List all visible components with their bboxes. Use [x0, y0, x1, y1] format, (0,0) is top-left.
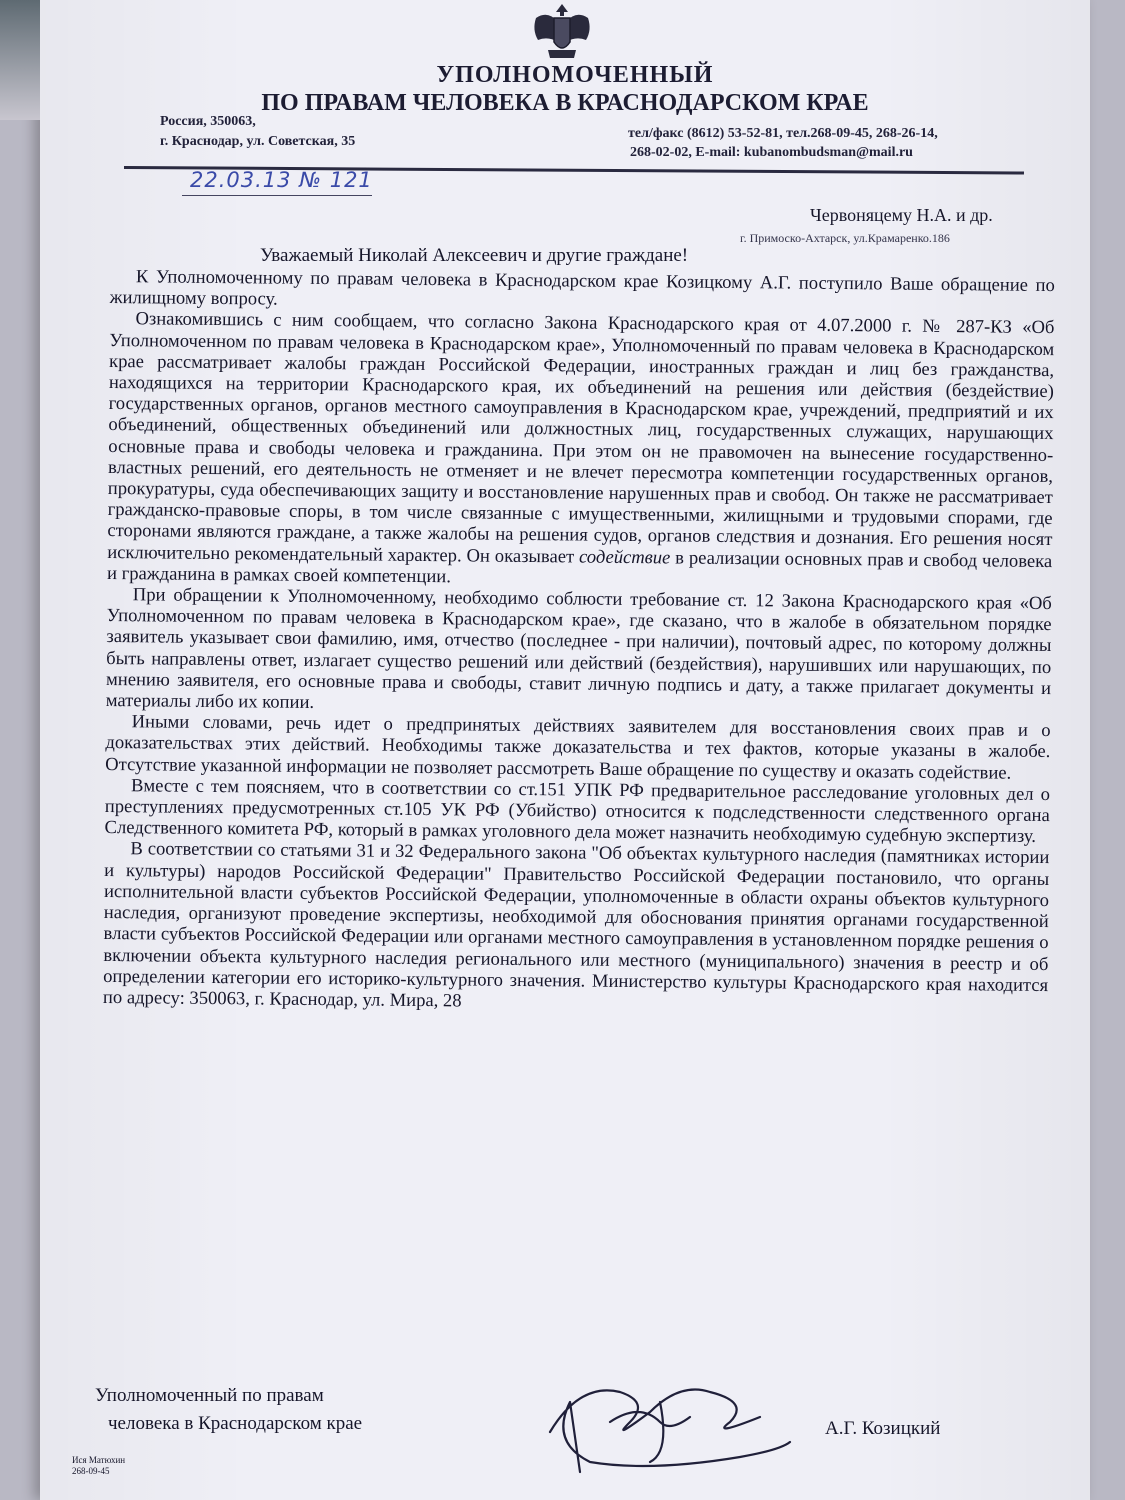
- paragraph-5: Вместе с тем поясняем, что в соответствии со ст.151 УПК РФ предварительное расследование уголовных дел о преступлениях предусмотренных ст.105 УК РФ (Убийство) относится к подследственности следственного органа Следственного комитета РФ, который в рамках уголовного дела может назначить необходимую судебную экспертизу.: [104, 775, 1051, 848]
- letter-body: [103, 266, 1055, 1017]
- salutation: Уважаемый Николай Алексеевич и другие граждане!: [260, 245, 689, 266]
- registration-underline: [182, 195, 372, 196]
- signatory-title-line-1: Уполномоченный по правам: [95, 1385, 324, 1406]
- paragraph-3: При обращении к Уполномоченному, необходимо соблюсти требование ст. 12 Закона Краснодарского края «Об Уполномоченном по правам человека в Краснодарском крае», где сказано, что в жалобе в обязательном порядке заявитель указывает свои фамилию, имя, отчество (последнее - при наличии), почтовый адрес, по которому должны быть направлены ответ, излагает существо решений или действий (бездействия), нарушивших или нарушающих, по мнению заявителя, его основные права и свободы, ставит личную подпись и дату, а также прилагает документы и материалы либо их копии.: [105, 584, 1052, 714]
- executor-phone: 268-09-45: [72, 1466, 110, 1476]
- paragraph-6: В соответствии со статьями 31 и 32 Федерального закона "Об объектах культурного наследия (памятниках истории и культуры) народов Российской Федерации" Правительство Российской Федерации постановило, что органы исполнительной власти субъектов Российской Федерации, уполномоченные в области охраны объектов культурного наследия, организуют проведение экспертизы, необходимой для обоснования принятия органами государственной власти субъектов Российской Федерации или органами местного самоуправления в установленном порядке решения о включении объекта культурного наследия регионального или местного (муниципального) значения в реестр и об определении категории его историко-культурного значения. Министерство культуры Краснодарского края находится по адресу: 350063, г. Краснодар, ул. Мира, 28: [102, 838, 1050, 1012]
- address-country-zip: Россия, 350063,: [160, 114, 256, 129]
- signer-name: А.Г. Козицкий: [825, 1418, 941, 1439]
- recipient-address: г. Примоско-Ахтарск, ул.Крамаренко.186: [740, 231, 950, 245]
- background-edge: [0, 0, 40, 120]
- org-title-line-1: УПОЛНОМОЧЕННЫЙ: [436, 62, 714, 88]
- contacts-email: 268-02-02, E-mail: kubanombudsman@mail.ru: [630, 145, 913, 160]
- paragraph-2: Ознакомившись с ним сообщаем, что согласно Закона Краснодарского края от 4.07.2000 г. № 287-КЗ «Об Уполномоченном по правам человека в Краснодарском крае», Уполномоченный по правам человека в Краснодарском крае рассматривает жалобы граждан Российской Федерации, иностранных граждан и лиц без гражданства, находящихся на территории Краснодарского края, их объединений на решения или действия (бездействие) государственных органов, органов местного самоуправления в Краснодарском крае, учреждений, предприятий и их объединений, общественных объединений или должностных лиц, государственных служащих, нарушающих основные права и свободы человека и гражданина. При этом он не правомочен на вынесение государственно-властных решений, его деятельность не отменяет и не влечет пересмотра компетенции государственных органов, прокуратуры, суда обеспечивающих защиту и восстановление нарушенных прав и свобод. Он также не рассматривает гражданско-правовые споры, в том числе связанные с имущественными, жилищными и трудовыми спорами, где сторонами являются граждане, а также жалобы на решения судов, органов следствия и дознания. Его решения носят исключительно рекомендательный характер. Он оказывает содействие в реализации основных прав и свобод человека и гражданина в рамках своей компетенции.: [106, 308, 1055, 588]
- executor-name: Ися Матюхин: [72, 1455, 126, 1465]
- registration-date-number: 22.03.13 № 121: [190, 168, 373, 192]
- handwritten-signature: [510, 1362, 800, 1482]
- paragraph-4: Иными словами, речь идет о предпринятых действиях заявителем для восстановления своих прав и о доказательствах этих действий. Необходимы также доказательства и тех фактов, которые указаны в жалобе. Отсутствие указанной информации не позволяет рассмотреть Ваше обращение по существу и оказать содействие.: [105, 711, 1051, 784]
- paragraph-1: К Уполномоченному по правам человека в Краснодарском крае Козицкому А.Г. поступило Ваше обращение по жилищному вопросу.: [109, 266, 1055, 310]
- coat-of-arms-icon: [528, 0, 596, 60]
- org-title-line-2: ПО ПРАВАМ ЧЕЛОВЕКА В КРАСНОДАРСКОМ КРАЕ: [261, 90, 869, 116]
- address-street: г. Краснодар, ул. Советская, 35: [160, 134, 356, 149]
- signatory-title-line-2: человека в Краснодарском крае: [108, 1413, 363, 1434]
- emphasis-word: содействие: [578, 546, 671, 569]
- letter-page: [40, 0, 1090, 1500]
- recipient-name: Червоняцему Н.А. и др.: [810, 205, 993, 225]
- contacts-phones: тел/факс (8612) 53-52-81, тел.268-09-45, 268-26-14,: [628, 126, 938, 141]
